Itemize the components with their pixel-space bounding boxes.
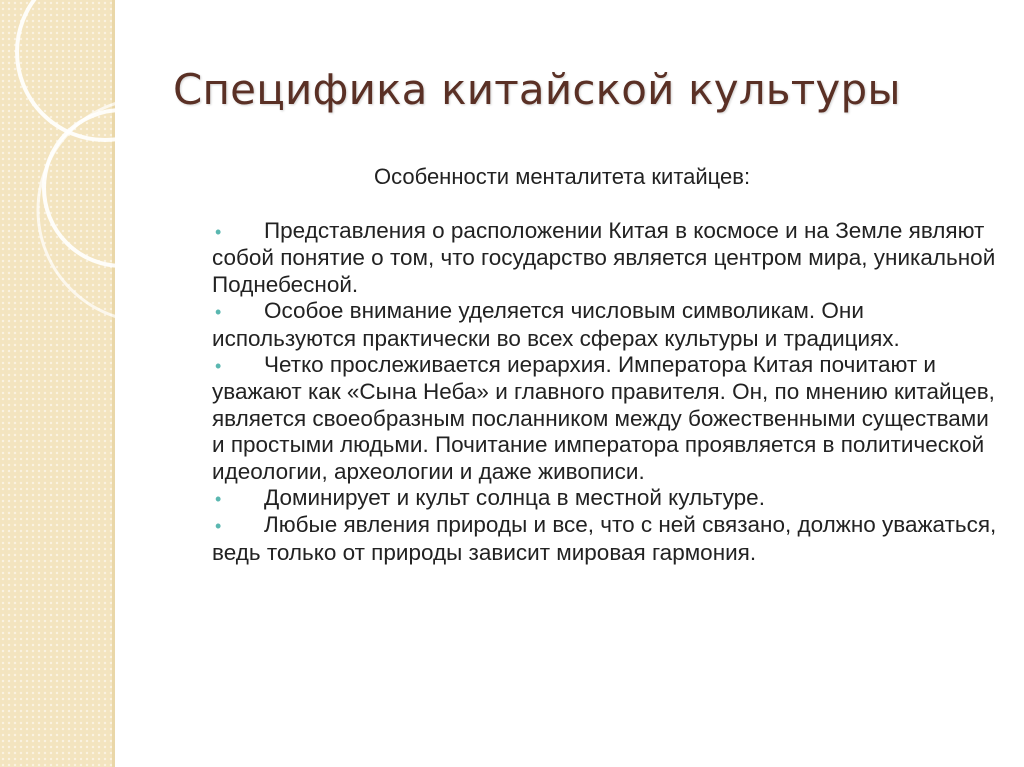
list-item-lead: Четко прослеживается иерархия. Императора bbox=[264, 352, 747, 378]
bullet-icon: • bbox=[215, 302, 222, 323]
list-item-text: уважаться, ведь только от природы зависит мировая гармония. bbox=[212, 512, 997, 565]
list-item-text: используются практически во всех сферах культуры и традициях. bbox=[212, 325, 900, 351]
list-item-lead: Представления о расположении Китая в космосе и на bbox=[264, 218, 829, 243]
list-item bbox=[212, 298, 1002, 352]
bullet-icon: • bbox=[215, 222, 222, 242]
bullet-icon: • bbox=[215, 356, 222, 377]
list-item-lead: Особое внимание уделяется числовым символикам. Они bbox=[264, 298, 864, 324]
bullet-icon: • bbox=[215, 516, 222, 537]
list-item bbox=[212, 218, 1002, 298]
list-item-lead: Любые явления природы и все, что с ней связано, должно bbox=[264, 512, 876, 538]
list-item bbox=[212, 352, 1002, 485]
list-item bbox=[212, 512, 1002, 566]
list-item-text: Земле являют собой понятие о том, что государство является центром мира, уникальной Поднебесной. bbox=[212, 218, 996, 297]
bullet-icon: • bbox=[215, 489, 222, 510]
slide-title: Специфика китайской культуры bbox=[173, 65, 901, 114]
list-item bbox=[212, 485, 1002, 512]
side-band-edge bbox=[112, 0, 115, 767]
list-item-lead: Доминирует и культ солнца в местной культуре. bbox=[264, 485, 765, 511]
bullet-list bbox=[212, 218, 1002, 566]
decorative-side-band bbox=[0, 0, 112, 767]
list-item-text: Китая почитают и уважают как «Сына Неба» и главного правителя. Он, по мнению китайцев, является своеобразным посланником между божественными существами и простыми людьми. Почитание императора проявляется в политической идеологии, археологии и даже живописи. bbox=[212, 352, 995, 484]
slide-subtitle: Особенности менталитета китайцев: bbox=[374, 164, 751, 189]
